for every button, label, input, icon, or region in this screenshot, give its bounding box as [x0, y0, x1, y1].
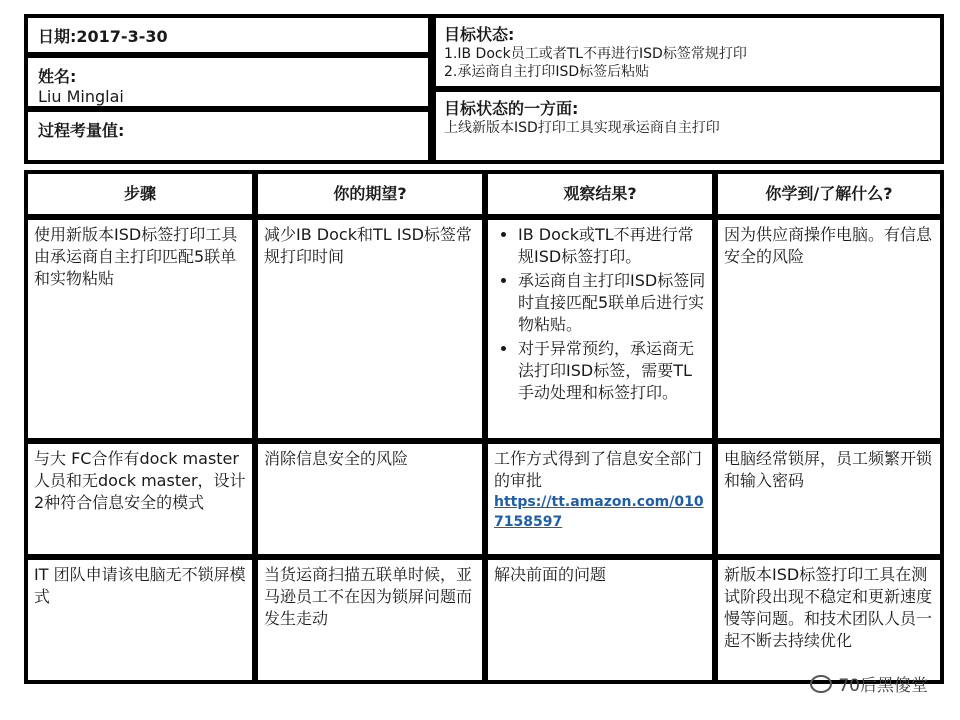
aspect-text: 上线新版本ISD打印工具实现承运商自主打印	[444, 120, 720, 136]
name-value: Liu Minglai	[38, 87, 124, 106]
watermark-text: 70后黑傻堂	[838, 676, 928, 696]
observe-item: • 承运商自主打印ISD标签同时直接匹配5联单后进行实物粘贴。	[518, 270, 706, 336]
aspect-label: 目标状态的一方面:	[444, 99, 579, 118]
header-observe: 观察结果?	[484, 170, 716, 218]
observe-item: • IB Dock或TL不再进行常规ISD标签打印。	[518, 224, 706, 268]
target-box	[432, 14, 944, 90]
header-expect: 你的期望?	[254, 170, 486, 218]
row1-observe	[484, 216, 716, 442]
target-line-1: 1.IB Dock员工或者TL不再进行ISD标签常规打印	[444, 46, 747, 62]
approval-link[interactable]: https://tt.amazon.com/0107158597	[494, 494, 704, 530]
process-box	[24, 108, 432, 164]
wechat-icon	[810, 675, 832, 693]
header-learn: 你学到/了解什么?	[714, 170, 944, 218]
target-label: 目标状态:	[444, 25, 515, 44]
target-line-2: 2.承运商自主打印ISD标签后粘贴	[444, 64, 650, 80]
row3-learn: 新版本ISD标签打印工具在测试阶段出现不稳定和更新速度慢等问题。和技术团队人员一起不断去持续优化	[714, 556, 944, 684]
row1-step: 使用新版本ISD标签打印工具由承运商自主打印匹配5联单和实物粘贴	[24, 216, 256, 442]
aspect-box	[432, 88, 944, 164]
process-label: 过程考量值:	[38, 121, 125, 140]
row2-observe	[484, 440, 716, 558]
header-step: 步骤	[24, 170, 256, 218]
row3-step: IT 团队申请该电脑无不锁屏模式	[24, 556, 256, 684]
row2-expect: 消除信息安全的风险	[254, 440, 486, 558]
watermark	[810, 671, 928, 696]
row3-expect: 当货运商扫描五联单时候，亚马逊员工不在因为锁屏问题而发生走动	[254, 556, 486, 684]
row1-expect: 减少IB Dock和TL ISD标签常规打印时间	[254, 216, 486, 442]
date-label: 日期:2017-3-30	[38, 27, 168, 46]
date-box	[24, 14, 432, 56]
name-box	[24, 54, 432, 110]
observe-list	[494, 224, 706, 404]
observe-item: • 对于异常预约，承运商无法打印ISD标签，需要TL手动处理和标签打印。	[518, 338, 706, 404]
row3-observe: 解决前面的问题	[484, 556, 716, 684]
row2-learn: 电脑经常锁屏，员工频繁开锁和输入密码	[714, 440, 944, 558]
name-label: 姓名:	[38, 67, 77, 86]
row2-step: 与大 FC合作有dock master人员和无dock master，设计2种符合信息安全的模式	[24, 440, 256, 558]
row1-learn: 因为供应商操作电脑。有信息安全的风险	[714, 216, 944, 442]
row2-observe-text: 工作方式得到了信息安全部门的审批	[494, 449, 703, 490]
